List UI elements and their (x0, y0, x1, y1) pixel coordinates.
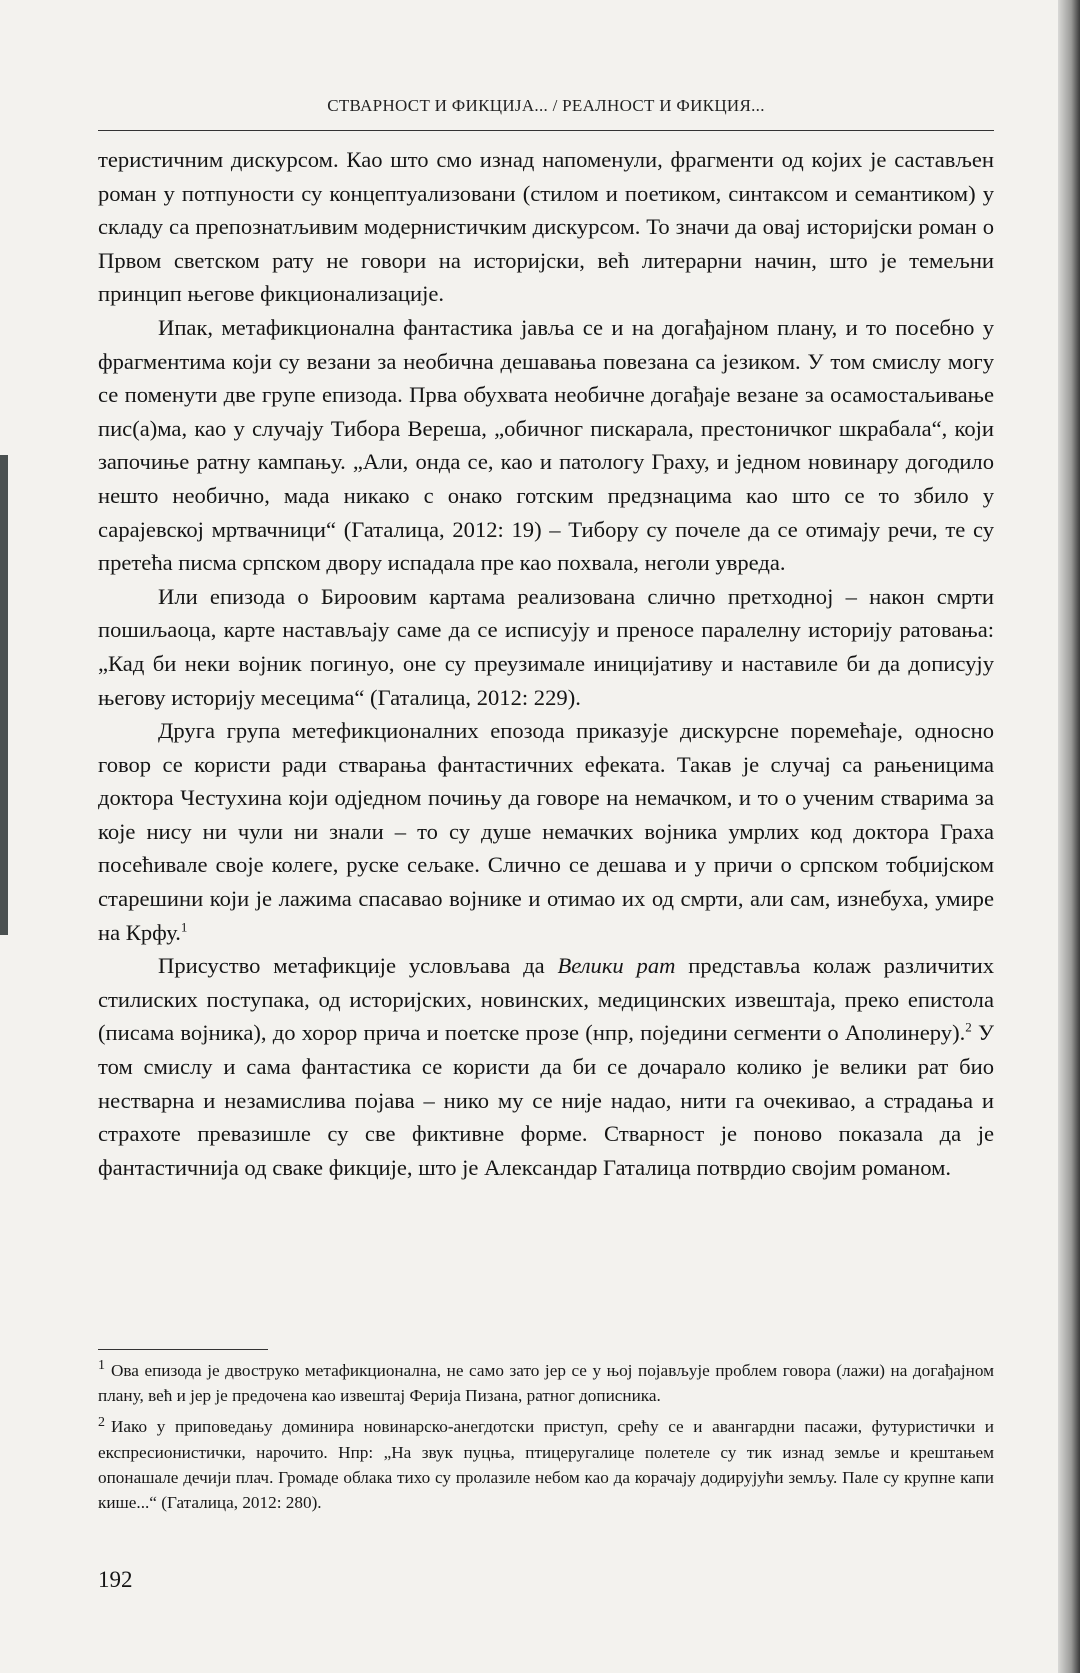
footnote-1-text: Ова епизода је двоструко метафикционална, не само зато јер се у њој појављује проблем говора (лажи) на догађајном плану, већ и јер је предочена као извештај Ферија Пизана, ратног дописника. (98, 1361, 994, 1406)
book-title-italic: Велики рат (557, 953, 676, 979)
footnote-1-mark: 1 (98, 1358, 105, 1374)
page-number: 192 (98, 1567, 133, 1592)
paragraph-5-text-c: У том смислу и сама фантастика се користи да би се дочарало колико је велики рат био нестварна и незамислива појава – нико му се није надао, нити га очекивао, а страдања и страхоте превазишле су све фиктивне форме. Стварност је поново показала да је фантастичнија од сваке фикције, што је Александар Гаталица потврдио својим романом. (98, 1020, 994, 1180)
paragraph-4 (98, 714, 994, 949)
running-header: СТВАРНОСТ И ФИКЦИЈА... / РЕАЛНОСТ И ФИКЦИЯ... (327, 96, 765, 115)
footnote-2-text: Иако у приповедању доминира новинарско-анегдотски приступ, срећу се и авангардни пасажи, футуристички и експресионистички, нарочито. Нпр: „На звук пуцња, птицеругалице полетеле су тик изнад земље и крештањем опонашале дечији плач. Громаде облака тихо су пролазиле небом као да корачају додирујући земљу. Пале су крупне капи кише...“ (Гаталица, 2012: 280). (98, 1417, 994, 1513)
paragraph-1: теристичним дискурсом. Као што смо изнад напоменули, фрагменти од којих је састављен роман у потпуности су концептуализовани (стилом и поетиком, синтаксом и семантиком) у складу са препознатљивим модернистичким дискурсом. То значи да овај историјски роман о Првом светском рату не говори на историјски, већ литерарни начин, што је темељни принцип његове фикционализације. (98, 147, 994, 307)
footnotes (98, 1358, 994, 1521)
paragraph-5 (98, 949, 994, 1184)
footnote-2-mark: 2 (98, 1414, 105, 1430)
footnote-1 (98, 1358, 994, 1408)
paragraph-5-text-b: представља колаж различитих стилиских поступака, од историјских, новинских, медицинских извештаја, преко епистола (писама војника), до хорор прича и поетске прозе (нпр, поједини сегменти о Аполинеру). (98, 953, 994, 1046)
paragraph-4-text: Друга група метефикционалних епозода приказује дискурсне поремећаје, односно говор се користи ради стварања фантастичних ефеката. Такав је случај са рањеницима доктора Честухина који одједном почињу да говоре на немачком, и то о ученим стварима за које нису ни чули ни знали – то су душе немачких војника умрлих код доктора Граха посећивале своје колеге, руске сељаке. Слично се дешава и у причи о српском тобџијском старешини који је лажима спасавао војнике и отимао их од смрти, али сам, изнебуха, умире на Крфу. (98, 718, 994, 945)
footnote-ref-2: 2 (965, 1019, 972, 1035)
paragraph-2: Ипак, метафикционална фантастика јавља се и на догађајном плану, и то посебно у фрагментима који су везани за необична дешавања повезана са језиком. У том смислу могу се поменути две групе епизода. Прва обухвата необичне догађаје везане за осамостаљивање пис(а)ма, као у случају Тибора Вереша, „обичног пискарала, престоничког шкрабала“, који започиње ратну кампању. „Али, онда се, као и патологу Граху, и једном новинару догодило нешто необично, мада никако с онако готским предзнацима као што се то збило у сарајевској мртвачници“ (Гаталица, 2012: 19) – Тибору су почеле да се отимају речи, те су претећа писма српском двору испадала пре као похвала, неголи увреда. (98, 314, 994, 576)
binding-shadow (0, 455, 8, 935)
page-edge (1058, 0, 1080, 1673)
paragraph-3: Или епизода о Бироовим картама реализована слично претходној – након смрти пошиљаоца, карте настављају саме да се исписују и преносе паралелну историју ратовања: „Кад би неки војник погинуо, оне су преузимале иницијативу и наставиле би да дописују његову историју месецима“ (Гаталица, 2012: 229). (98, 583, 994, 710)
paragraph-5-text-a: Присуство метафикције условљава да (158, 953, 558, 979)
main-text (98, 143, 994, 1184)
footnote-2 (98, 1414, 994, 1515)
footnote-rule (98, 1349, 268, 1350)
header-rule (98, 130, 994, 131)
footnote-ref-1: 1 (180, 919, 188, 935)
